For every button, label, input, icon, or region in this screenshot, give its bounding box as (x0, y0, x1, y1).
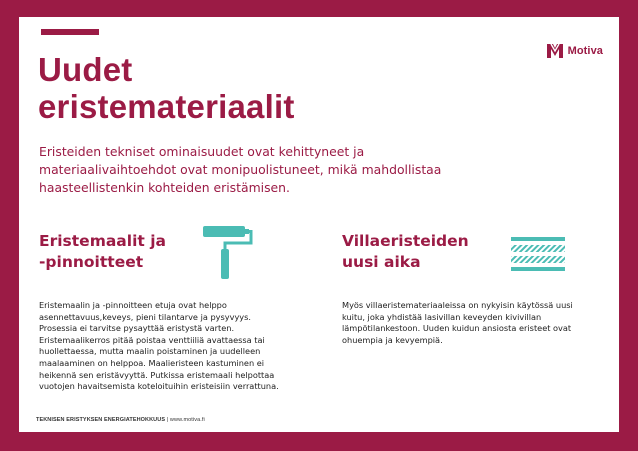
insulation-layers-icon (511, 237, 567, 273)
footer-separator: | (166, 417, 169, 423)
title-line-1: Uudet (38, 51, 133, 88)
paint-roller-icon (201, 223, 253, 281)
intro-text: Eristeiden tekniset ominaisuudet ovat kehittyneet ja materiaalivaihtoehdot ovat monipuolistuneet, mikä mahdollistaa haasteellistenkin kohteiden eristämisen. (39, 144, 442, 195)
motiva-logo-icon (547, 44, 563, 58)
logo-text: Motiva (567, 45, 603, 57)
section-heading-line-2: -pinnoitteet (39, 253, 144, 271)
title-line-2: eristemateriaalit (38, 88, 295, 125)
section-heading-line-1: Villaeristeiden (342, 232, 469, 250)
accent-bar (41, 29, 99, 35)
section-heading-line-1: Eristemaalit ja (39, 232, 166, 250)
footer (36, 417, 205, 423)
section-heading-line-2: uusi aika (342, 253, 421, 271)
section-body: Eristemaalin ja -pinnoitteen etuja ovat helppo asennettavuus,keveys, pieni tilantarve ja pysyvyys. Prosessia ei tarvitse pysayttää eristystä varten. Eristemaalikerros pitää poistaa venttiiliä avattaessa tai huollettaessa, mutta maalin poistaminen ja uudelleen maalaaminen on helppoa. Maalieristeen kastuminen ei heikennä sen eristävyyttä. Putkissa eristemaali helpottaa vuotojen havaitsemista koteloituihin eristeisiin verrattuna. (39, 300, 279, 392)
page-title (38, 51, 295, 125)
footer-program: TEKNISEN ERISTYKSEN ENERGIATEHOKKUUS (36, 417, 166, 423)
motiva-logo (547, 44, 603, 58)
page (19, 17, 619, 432)
footer-url[interactable]: www.motiva.fi (169, 417, 205, 423)
section-body: Myös villaeristemateriaaleissa on nykyisin käytössä uusi kuitu, joka yhdistää lasivillan keveyden kivivillan lämpötilankestoon. Uuden kuidun ansiosta eristeet ovat ohuempia ja kevyempiä. (342, 300, 573, 345)
